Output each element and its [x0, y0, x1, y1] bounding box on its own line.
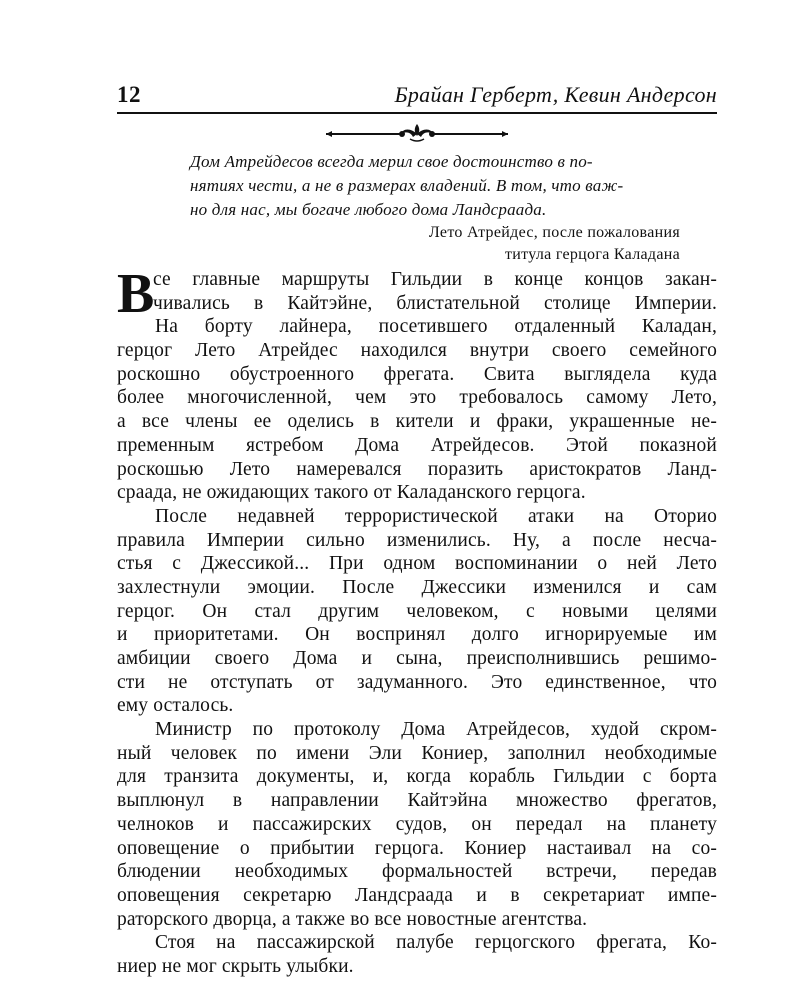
- body-line: ниер не мог скрыть улыбки.: [117, 955, 354, 977]
- attribution-line: титула герцога Каладана: [505, 246, 680, 263]
- attribution-line: Лето Атрейдес, после пожалования: [428, 224, 680, 241]
- header-rule: [117, 112, 717, 114]
- epigraph-line: но для нас, мы богаче любого дома Ландсраада.: [190, 200, 547, 219]
- body-line: правила Империи сильно изменились. Ну, а после несча-: [117, 529, 717, 551]
- body-line: для транзита документы, и, когда корабль Гильдии с борта: [117, 766, 717, 788]
- body-line: се главные маршруты Гильдии в конце концов закан-: [153, 269, 717, 290]
- body-line: сти не отступать от задуманного. Это единственное, что: [117, 671, 717, 693]
- chapter-body-text: [117, 263, 717, 979]
- epigraph: [190, 150, 678, 222]
- body-line: сраада, не ожидающих такого от Каладанского герцога.: [117, 482, 586, 504]
- body-line: оповещения секретарю Ландсраада и в секретариат импе-: [117, 884, 717, 906]
- body-line: Министр по протоколу Дома Атрейдесов, худой скром-: [155, 719, 717, 741]
- body-line: стья с Джессикой... При одном воспоминании о ней Лето: [117, 553, 717, 575]
- body-line: На борту лайнера, посетившего отдаленный Каладан,: [155, 316, 717, 338]
- page-header: [117, 78, 717, 112]
- body-line: блюдении необходимых формальностей встречи, передав: [117, 861, 717, 883]
- body-line: роскошно обустроенного фрегата. Свита выглядела куда: [117, 363, 717, 385]
- body-line: амбиции своего Дома и сына, преисполнившись решимо-: [117, 648, 717, 669]
- body-line: более многочисленной, чем это требовалось самому Лето,: [117, 387, 717, 409]
- body-line: герцог. Он стал другим человеком, с новыми целями: [117, 600, 717, 622]
- epigraph-line: нятиях чести, а не в размерах владений. В том, что важ-: [190, 176, 624, 195]
- body-line: захлестнули эмоции. После Джессики изменился и сам: [117, 576, 717, 598]
- body-line: и приоритетами. Он воспринял долго игнорируемые им: [117, 624, 717, 646]
- drop-cap: В: [117, 263, 155, 325]
- body-line: выплюнул в направлении Кайтэйна множество фрегатов,: [117, 790, 717, 812]
- page-number: 12: [117, 82, 141, 107]
- body-line: раторского дворца, а также во все новостные агентства.: [117, 908, 588, 930]
- body-line: ему осталось.: [117, 695, 234, 717]
- epigraph-attribution: [429, 222, 680, 266]
- epigraph-line: Дом Атрейдесов всегда мерил свое достоинство в по-: [190, 152, 593, 171]
- body-line: оповещение о прибытии герцога. Кониер настаивал на со-: [117, 837, 717, 859]
- body-line: ный человек по имени Эли Кониер, заполнил необходимые: [117, 742, 717, 764]
- body-line: Стоя на пассажирской палубе герцогского фрегата, Ко-: [155, 932, 717, 954]
- body-line: роскошью Лето намеревался поразить аристократов Ланд-: [117, 458, 717, 480]
- body-line: челноков и пассажирских судов, он передал на планету: [117, 813, 717, 835]
- running-head-authors: Брайан Герберт, Кевин Андерсон: [394, 82, 717, 107]
- body-line: чивались в Кайтэйне, блистательной столице Империи.: [153, 292, 717, 314]
- fleuron-ornament-icon: [322, 120, 512, 144]
- body-line: После недавней террористической атаки на Оторио: [155, 505, 717, 527]
- body-line: пременным ястребом Дома Атрейдесов. Этой показной: [117, 434, 717, 456]
- body-line: а все члены ее оделись в кители и фраки, украшенные не-: [117, 411, 717, 433]
- body-line: герцог Лето Атрейдес находился внутри своего семейного: [117, 340, 717, 362]
